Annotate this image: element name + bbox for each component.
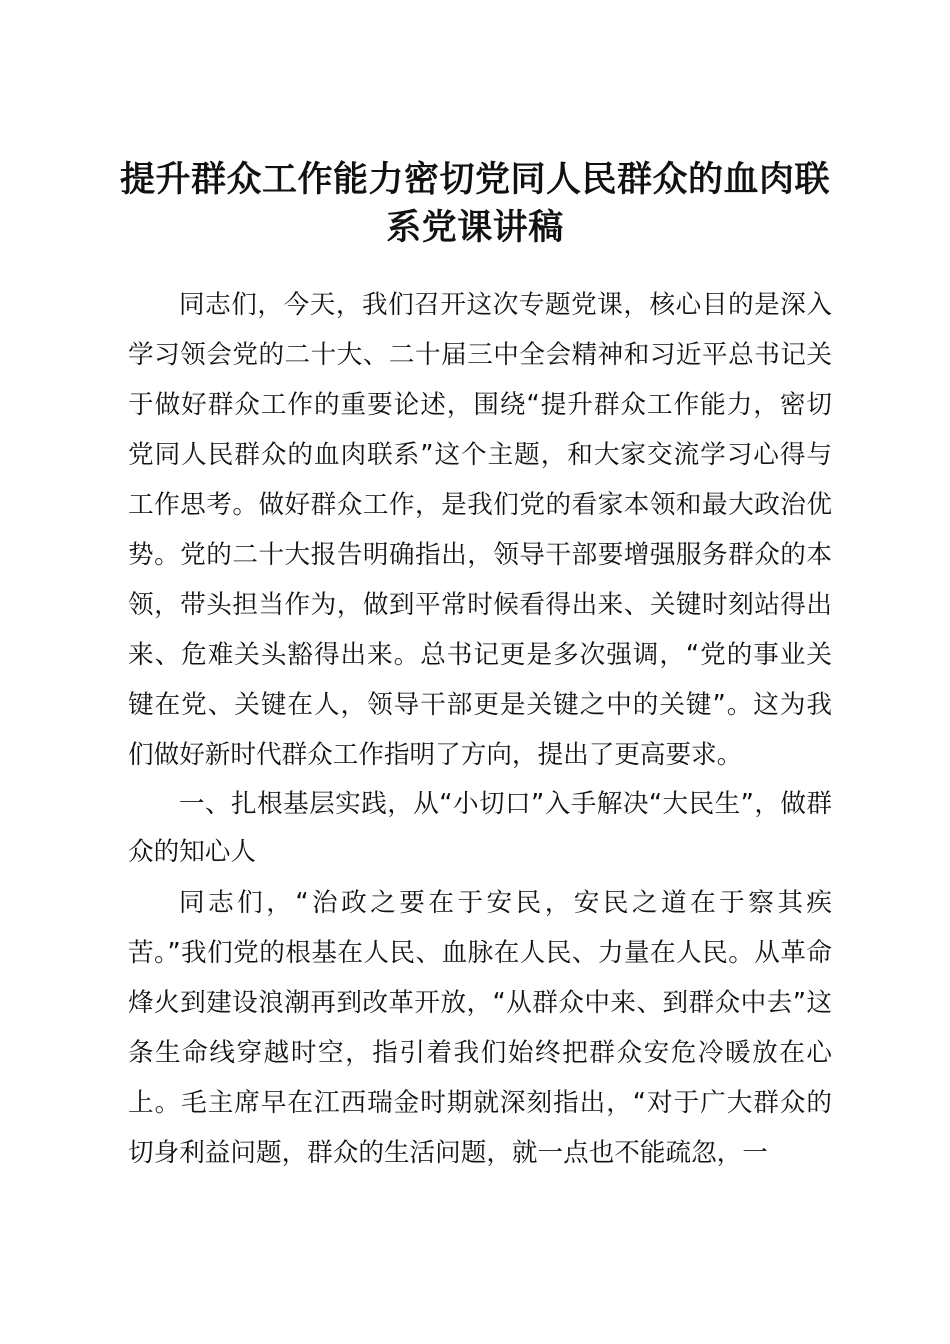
paragraph-intro: 同志们，今天，我们召开这次专题党课，核心目的是深入学习领会党的二十大、二十届三中全会精神和习近平总书记关于做好群众工作的重要论述，围绕“提升群众工作能力，密切党同人民群众的血肉联系”这个主题，和大家交流学习心得与工作思考。做好群众工作，是我们党的看家本领和最大政治优势。党的二十大报告明确指出，领导干部要增强服务群众的本领，带头担当作为，做到平常时候看得出来、关键时刻站得出来、危难关头豁得出来。总书记更是多次强调，“党的事业关键在党、关键在人，领导干部更是关键之中的关键”。这为我们做好新时代群众工作指明了方向，提出了更高要求。: [128, 290, 832, 770]
paragraph-section-1: 同志们，“治政之要在于安民，安民之道在于察其疾苦。”我们党的根基在人民、血脉在人民、力量在人民。从革命烽火到建设浪潮再到改革开放，“从群众中来、到群众中去”这条生命线穿越时空，指引着我们始终把群众安危冷暖放在心上。毛主席早在江西瑞金时期就深刻指出，“对于广大群众的切身利益问题，群众的生活问题，就一点也不能疏忽，一: [128, 888, 832, 1168]
document-title: 提升群众工作能力密切党同人民群众的血肉联系党课讲稿: [120, 160, 831, 248]
section-heading-1: 一、扎根基层实践，从“小切口”入手解决“大民生”，做群众的知心人: [128, 789, 832, 867]
